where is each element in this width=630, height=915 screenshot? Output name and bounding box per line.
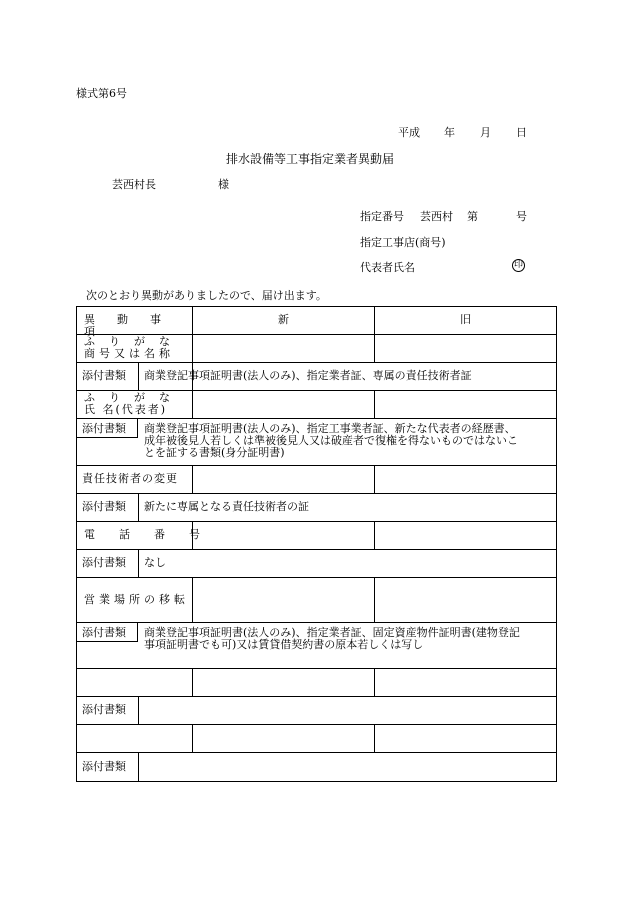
designation-label: 指定番号: [360, 210, 404, 223]
date-line: [398, 124, 527, 140]
attach-label-4: 添付書類: [82, 556, 126, 569]
header-old: 旧: [460, 313, 471, 326]
attach-label-2: 添付書類: [82, 422, 126, 435]
seal-mark: 印: [513, 260, 523, 270]
designation-go: 号: [516, 210, 527, 223]
attach-label-6: 添付書類: [82, 703, 126, 716]
date-month: 月: [480, 126, 491, 139]
attach-2-line2: 成年被後見人若しくは準被後見人又は破産者で復権を得ないものではないこ: [144, 434, 518, 447]
date-day: 日: [516, 126, 527, 139]
attach-5-line1: 商業登記事項証明書(法人のみ)、指定業者証、固定資産物件証明書(建物登記: [144, 626, 520, 639]
rep-furigana: ふりがな: [84, 391, 184, 404]
trade-furigana: ふりがな: [84, 335, 184, 348]
attach-label-7: 添付書類: [82, 760, 126, 773]
attach-4-text: なし: [144, 556, 166, 569]
representative-label: 代表者氏名: [360, 261, 415, 274]
rep-name-label: 氏 名(代表者): [84, 403, 168, 416]
attach-1-text: 商業登記事項証明書(法人のみ)、指定業者証、専属の責任技術者証: [144, 369, 472, 382]
addressee-name: 芸西村長: [112, 178, 156, 191]
engineer-change-label: 責任技術者の変更: [82, 472, 178, 485]
attach-label-1: 添付書類: [82, 369, 126, 382]
attach-3-text: 新たに専属となる責任技術者の証: [144, 500, 309, 513]
phone-label: 電話番号: [84, 528, 224, 541]
document-title: 排水設備等工事指定業者異動届: [226, 152, 395, 166]
addressee-honorific: 様: [218, 178, 229, 191]
designation-village: 芸西村: [420, 210, 453, 223]
header-item: 異動事項: [84, 313, 183, 338]
designation-dai: 第: [467, 210, 478, 223]
trade-name-label: 商号又は名称: [84, 347, 174, 360]
store-label: 指定工事店(商号): [360, 236, 446, 249]
intro-text: 次のとおり異動がありましたので、届け出ます。: [86, 289, 327, 302]
attach-label-5: 添付書類: [82, 626, 126, 639]
date-era: 平成: [398, 126, 420, 139]
change-table: [76, 306, 557, 782]
attach-5-line2: 事項証明書でも可)又は賃貸借契約書の原本若しくは写し: [144, 638, 424, 651]
form-number: 様式第6号: [76, 87, 127, 100]
office-move-label: 営業場所の移転: [84, 593, 189, 606]
date-year: 年: [444, 126, 455, 139]
attach-2-line3: とを証する書類(身分証明書): [144, 446, 285, 459]
attach-label-3: 添付書類: [82, 500, 126, 513]
attach-2-line1: 商業登記事項証明書(法人のみ)、指定工事業者証、新たな代表者の経歴書、: [144, 422, 516, 435]
header-new: 新: [278, 313, 289, 326]
